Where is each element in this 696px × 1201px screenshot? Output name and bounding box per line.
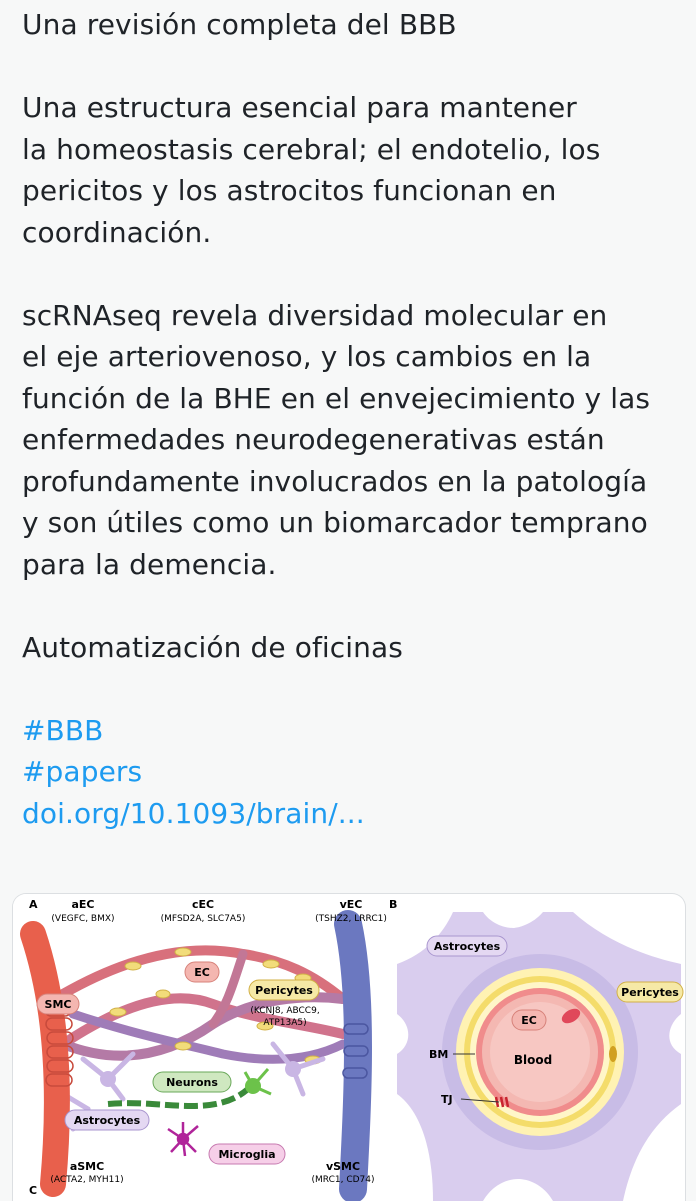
vsmc-genes: (MRC1, CD74) [311,1175,375,1185]
vsmc-label: vSMC [325,1160,361,1173]
hashtag-papers-link[interactable]: #papers [22,755,143,788]
asmc-label: aSMC [69,1160,105,1173]
b-blood-label: Blood [513,1053,553,1067]
post-paragraph-line: pericitos y los astrocitos funcionan en [22,174,557,207]
post-paragraph-line: coordinación. [22,215,212,249]
post-paragraph-line: el eje arteriovenoso, y los cambios en la [22,340,592,373]
b-pericytes-label: Pericytes [621,986,679,999]
panel-c-label: C [29,1184,38,1197]
bbb-figure [13,894,685,1201]
post-paragraph-line: Una estructura esencial para mantener [22,91,577,124]
aec-genes: (VEGFC, BMX) [51,914,115,924]
smc-label: SMC [44,998,72,1011]
vec-genes: (TSHZ2, LRRC1) [315,914,387,924]
post-paragraph-line: para la demencia. [22,547,277,581]
pericytes-label: Pericytes [255,984,313,997]
aec-label: aEC [71,898,95,911]
post-paragraph-line: profundamente involucrados en la patología [22,464,648,498]
b-bm-label: BM [429,1048,449,1061]
b-ec-label: EC [521,1014,537,1027]
pericytes-genes-2: ATP13A5) [263,1018,307,1028]
b-tj-label: TJ [441,1093,453,1106]
vec-label: vEC [339,898,363,911]
post-title: Una revisión completa del BBB [22,8,457,41]
asmc-genes: (ACTA2, MYH11) [50,1175,124,1185]
hashtag-bbb-link[interactable]: #BBB [22,713,104,747]
post-image[interactable] [12,893,686,1201]
ec-label: EC [194,966,210,979]
post-paragraph-line: la homeostasis cerebral; el endotelio, los [22,132,601,166]
astrocyte-cell [100,1071,116,1087]
post-paragraph-line: función de la BHE en el envejecimiento y las [22,381,651,415]
b-astrocytes-label: Astrocytes [433,940,501,953]
panel-b-label: B [389,898,398,911]
post-body [22,4,682,834]
neurons-label: Neurons [166,1076,218,1089]
panel-a-label: A [29,898,38,911]
astrocytes-label: Astrocytes [73,1114,141,1127]
cec-label: cEC [191,898,215,911]
astrocyte-cell [285,1061,301,1077]
post-paragraph-line: enfermedades neurodegenerativas están [22,423,605,456]
microglia-label: Microglia [218,1148,276,1161]
doi-link[interactable]: doi.org/10.1093/brain/... [22,796,365,830]
post-note: Automatización de oficinas [22,630,403,664]
pericytes-genes-1: (KCNJ8, ABCC9, [250,1006,320,1016]
cec-genes: (MFSD2A, SLC7A5) [160,914,246,924]
post-paragraph-line: scRNAseq revela diversidad molecular en [22,298,608,332]
post-paragraph-line: y son útiles como un biomarcador temprano [22,506,648,539]
